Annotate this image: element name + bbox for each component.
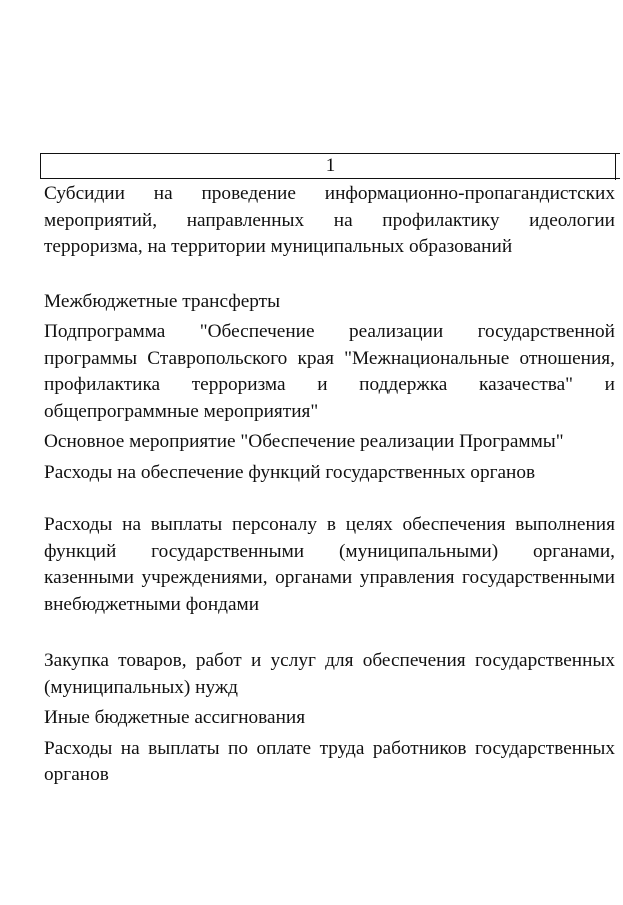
paragraph-main-event: Основное мероприятие "Обеспечение реализации Программы": [44, 431, 564, 452]
paragraph-other-allocations: Иные бюджетные ассигнования: [44, 707, 306, 728]
paragraph-government-functions: Расходы на обеспечение функций государственных органов: [44, 461, 536, 483]
paragraph-interbudget-transfers: Межбюджетные трансферты: [44, 290, 281, 312]
paragraph-procurement: Закупка товаров, работ и услуг для обеспечения государственных (муниципальных) нужд: [44, 650, 615, 698]
document-body: [44, 181, 615, 789]
paragraph-personnel-payments: Расходы на выплаты персоналу в целях обеспечения выполнения функций государственными (муниципальными) органами, казенными учреждениями, органами управления государственными внебюджетными фондами: [44, 514, 615, 615]
paragraph-salary-payments: Расходы на выплаты по оплате труда работников государственных органов: [44, 737, 615, 785]
table-header-row: [40, 153, 620, 179]
header-right-border: [615, 154, 618, 180]
paragraph-subprogram: Подпрограмма "Обеспечение реализации государственной программы Ставропольского края "Межнациональные отношения, профилактика терроризма и поддержка казачества" и общепрограммные мероприятия": [44, 321, 615, 422]
paragraph-subsidies: Субсидии на проведение информационно-пропагандистских мероприятий, направленных на профилактику идеологии терроризма, на территории муниципальных образований: [44, 183, 615, 257]
column-number: 1: [325, 155, 336, 176]
